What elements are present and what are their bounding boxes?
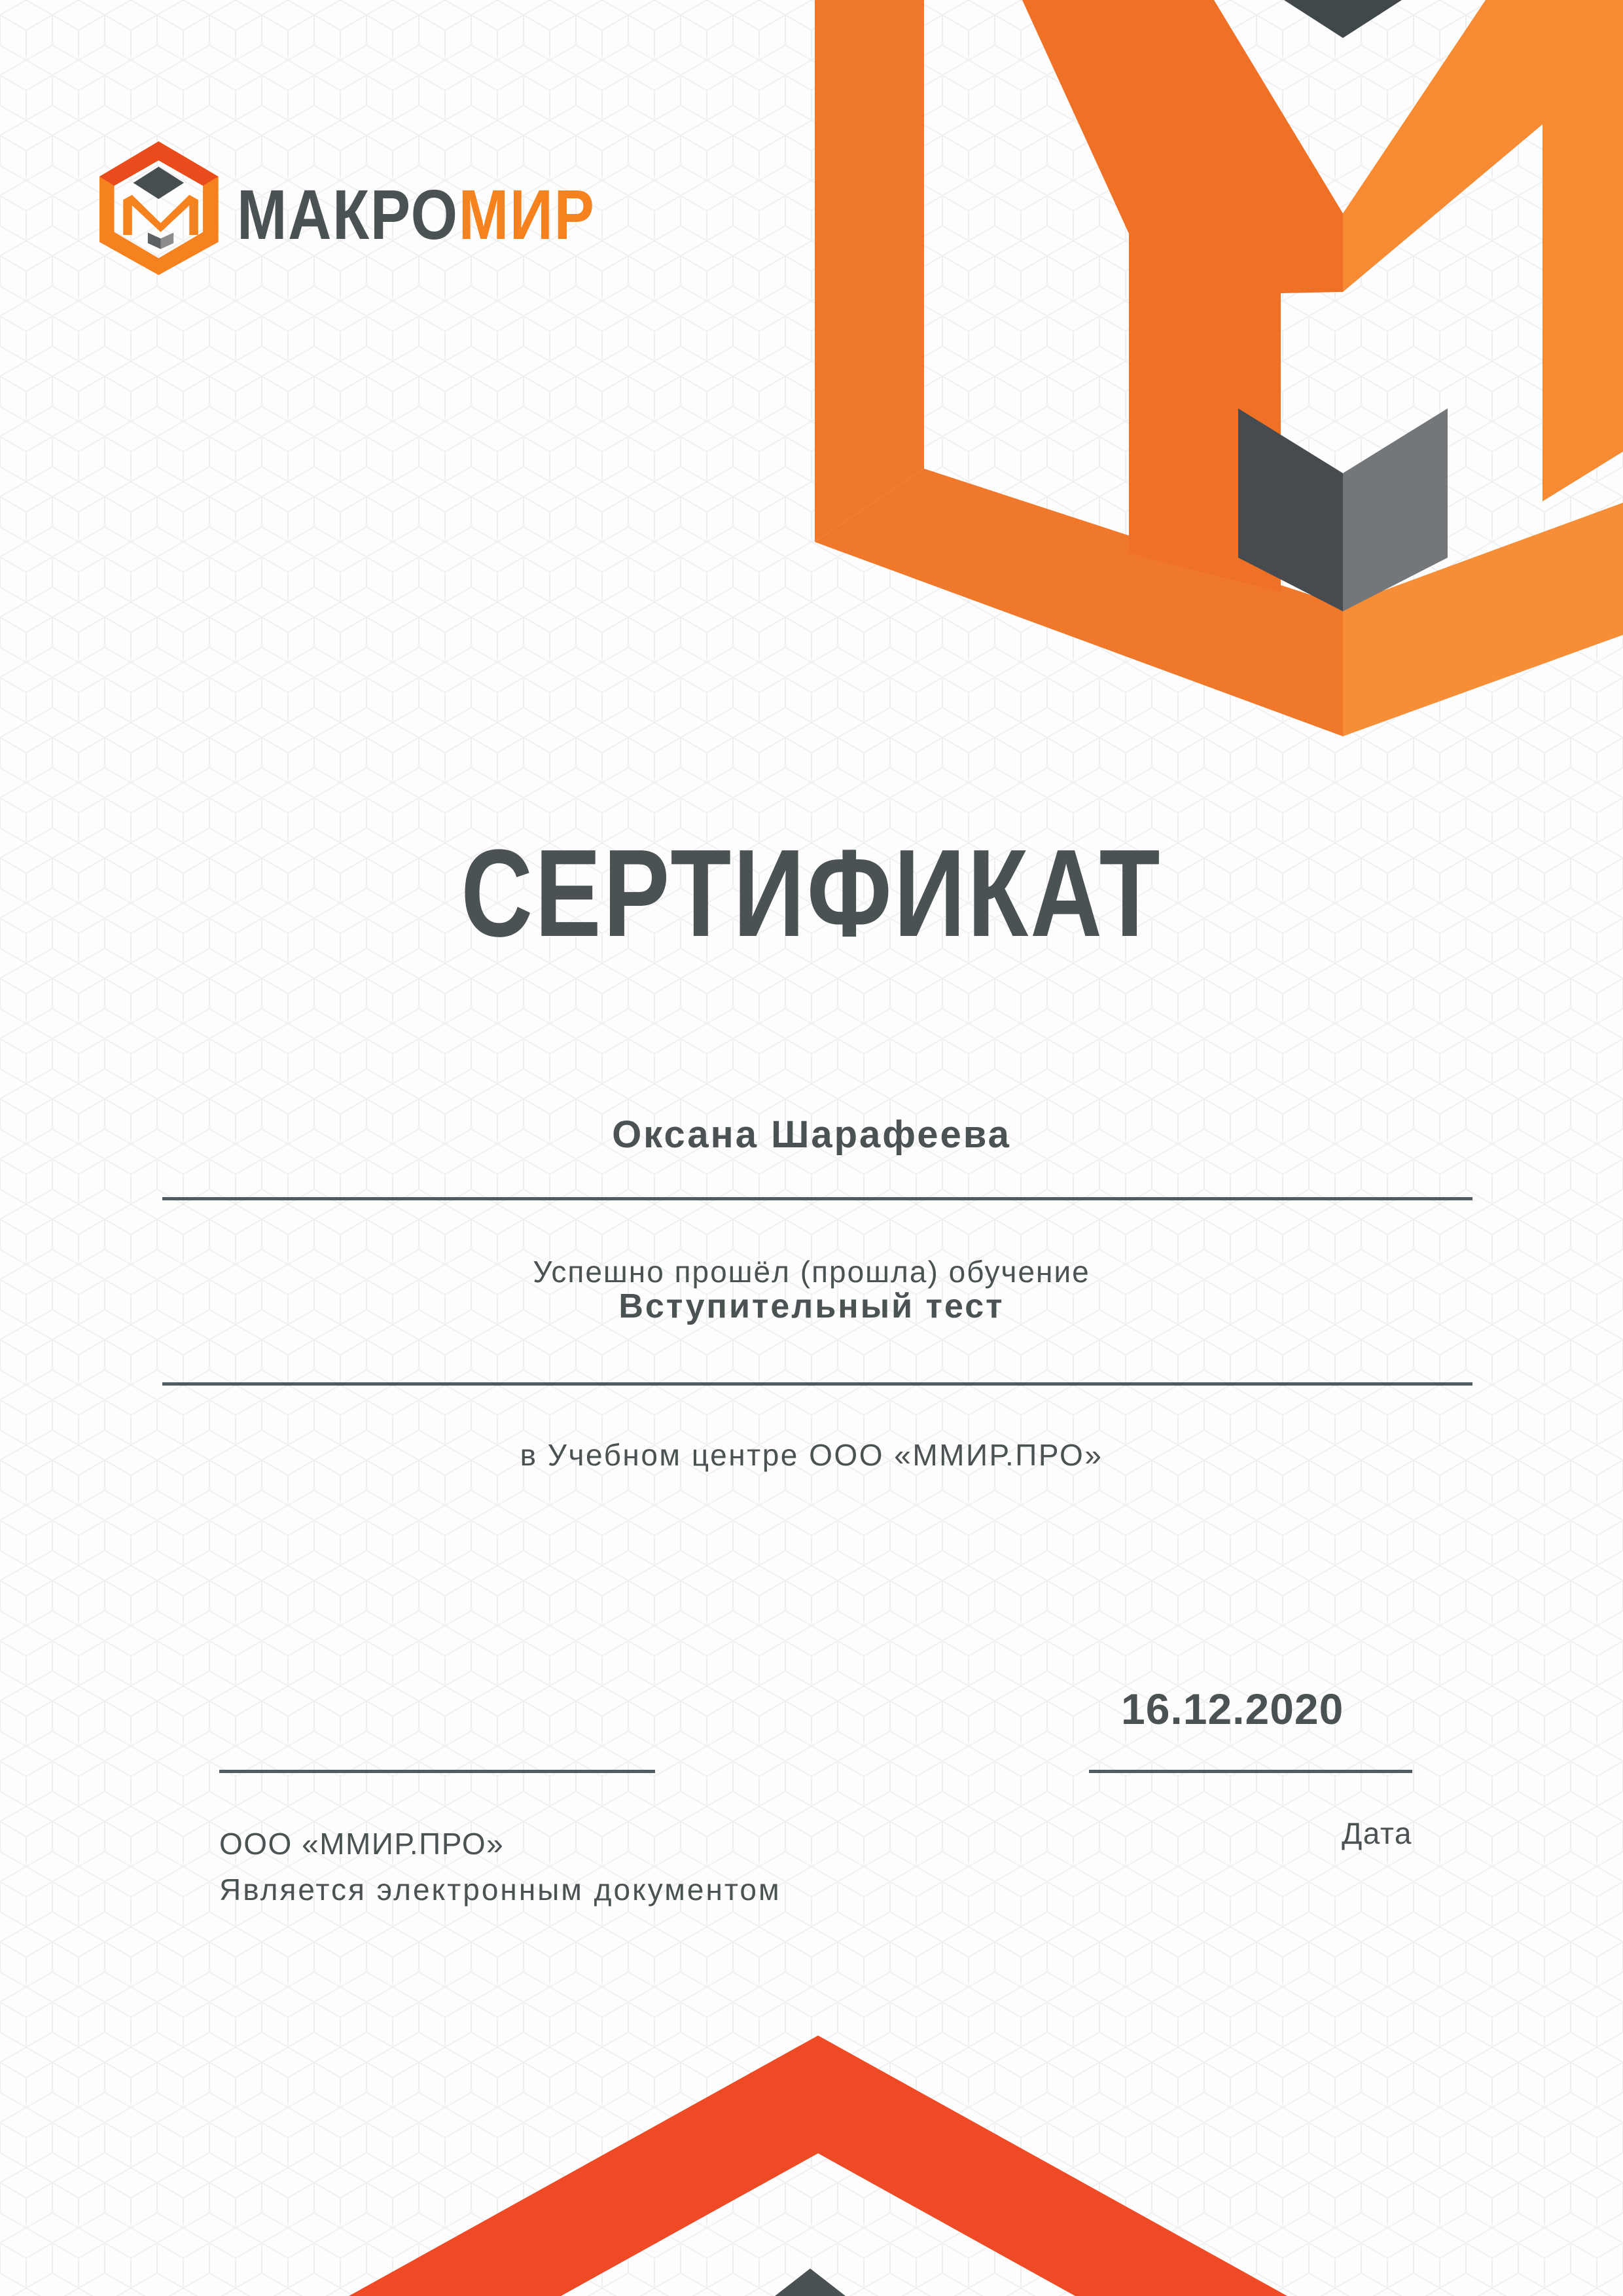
course-name: Вступительный тест [618,1287,1005,1325]
org-signature-line [219,1770,655,1773]
org-note: Является электронным документом [219,1873,781,1907]
training-center-text: в Учебном центре ООО «ММИР.ПРО» [520,1438,1103,1472]
watermark-left-band [815,0,924,542]
certificate-title: СЕРТИФИКАТ [461,824,1162,963]
date-value: 16.12.2020 [1121,1685,1344,1733]
date-line [1089,1770,1412,1773]
brand-wordmark [237,175,596,254]
brand-wordmark-dark: МАКРО [237,175,459,254]
brand-wordmark-orange: МИР [458,175,596,254]
org-name: ООО «ММИР.ПРО» [219,1827,505,1861]
course-lead-text: Успешно прошёл (прошла) обучение [533,1255,1090,1289]
course-underline [162,1382,1472,1386]
recipient-underline [162,1197,1472,1200]
date-label: Дата [1342,1816,1412,1850]
recipient-name: Оксана Шарафеева [612,1113,1011,1156]
